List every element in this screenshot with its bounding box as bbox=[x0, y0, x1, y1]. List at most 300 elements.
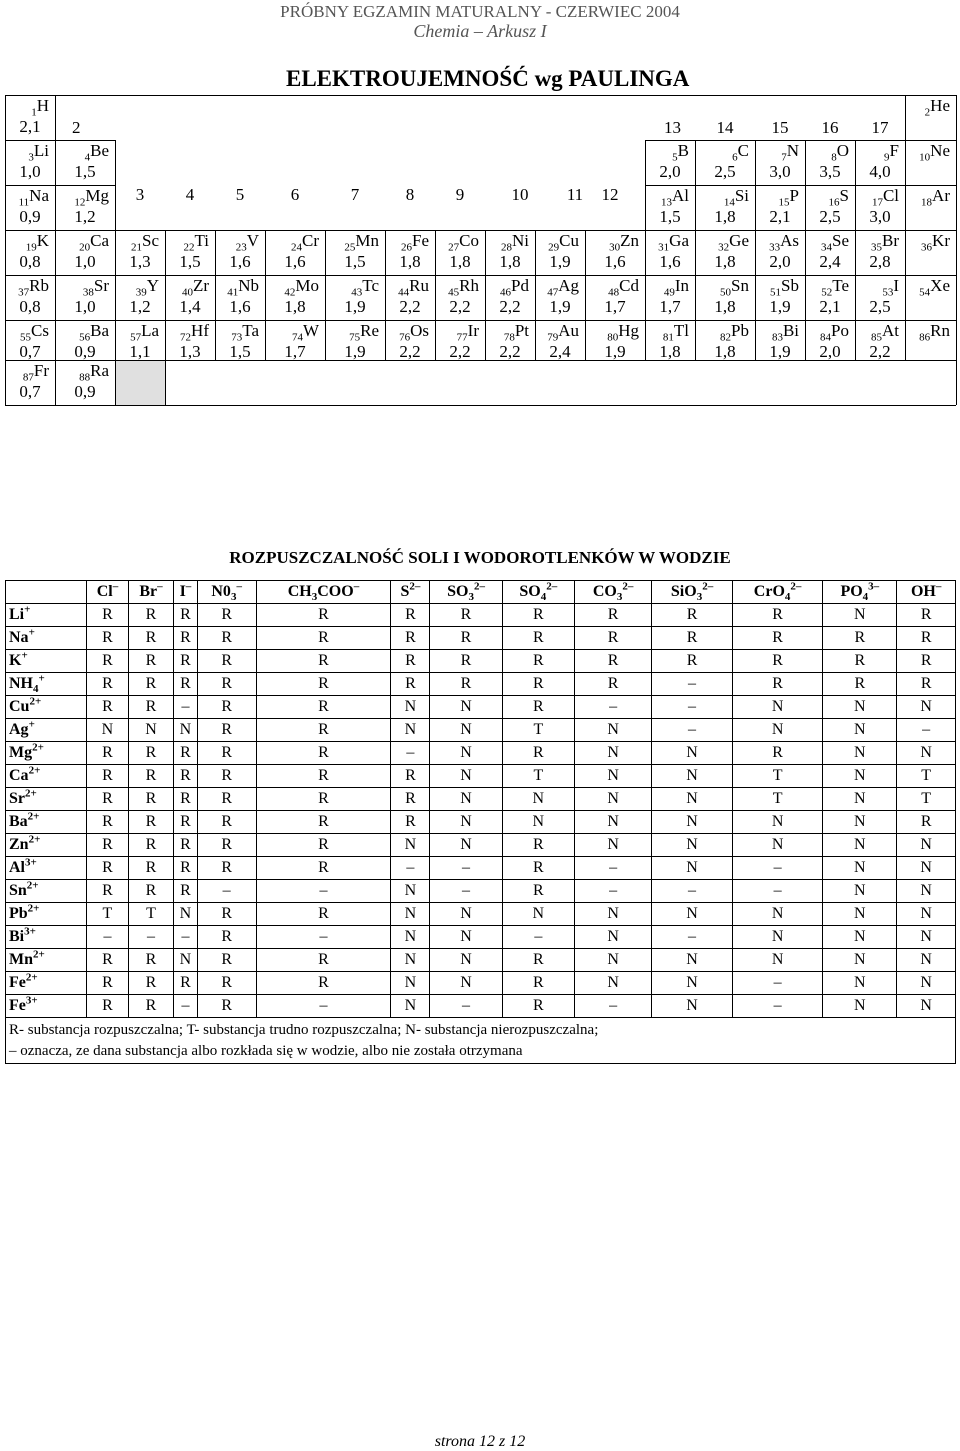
electronegativity-value: 1,2 bbox=[129, 297, 151, 316]
solubility-value: N bbox=[897, 903, 956, 926]
solubility-value: N bbox=[823, 949, 897, 972]
solubility-value: R bbox=[502, 857, 574, 880]
solubility-value: R bbox=[574, 650, 651, 673]
solubility-value: – bbox=[256, 995, 391, 1018]
solubility-value: R bbox=[174, 742, 198, 765]
element-symbol: $_{56}$Ba bbox=[79, 321, 109, 344]
solubility-value: N bbox=[391, 926, 430, 949]
solubility-value: R bbox=[574, 604, 651, 627]
solubility-value: – bbox=[574, 857, 651, 880]
electronegativity-value: 2,2 bbox=[499, 297, 521, 316]
solubility-value: R bbox=[128, 650, 173, 673]
solubility-value: – bbox=[430, 857, 502, 880]
electronegativity-value: 1,4 bbox=[179, 297, 201, 316]
anion-header: CrO$_4^{2-}$ bbox=[732, 581, 822, 604]
table-row bbox=[6, 811, 956, 834]
solubility-value: N bbox=[652, 857, 733, 880]
electronegativity-value: 0,7 bbox=[19, 382, 41, 401]
electronegativity-value: 1,5 bbox=[74, 162, 96, 181]
solubility-value: N bbox=[897, 949, 956, 972]
group-number: 14 bbox=[716, 118, 734, 137]
solubility-value: R bbox=[256, 719, 391, 742]
electronegativity-value: 2,5 bbox=[869, 297, 891, 316]
cation-label: $Mn^{2+}$ bbox=[6, 949, 87, 972]
table-row bbox=[6, 903, 956, 926]
electronegativity-value: 2,2 bbox=[399, 297, 421, 316]
electronegativity-value: 1,1 bbox=[129, 342, 151, 361]
solubility-value: R bbox=[128, 788, 173, 811]
solubility-value: N bbox=[897, 995, 956, 1018]
element-symbol: $_{14}$Si bbox=[723, 186, 749, 209]
element-symbol: $_{83}$Bi bbox=[771, 321, 799, 344]
group-number: 2 bbox=[72, 118, 81, 137]
solubility-value: N bbox=[128, 719, 173, 742]
legend-row bbox=[6, 1018, 956, 1064]
solubility-value: R bbox=[197, 926, 256, 949]
anion-header: Cl– bbox=[87, 581, 129, 604]
solubility-value: R bbox=[87, 673, 129, 696]
element-symbol: $_{49}$In bbox=[663, 276, 689, 299]
cation-label: Li+ bbox=[6, 604, 87, 627]
legend-line-1: R- substancja rozpuszczalna; T- substancja trudno rozpuszczalna; N- substancja nierozpuszczalna; bbox=[9, 1021, 599, 1038]
solubility-value: N bbox=[430, 811, 502, 834]
solubility-value: R bbox=[128, 627, 173, 650]
electronegativity-value: 1,0 bbox=[74, 252, 96, 271]
solubility-value: N bbox=[897, 972, 956, 995]
solubility-value: N bbox=[174, 719, 198, 742]
electronegativity-value: 0,9 bbox=[74, 382, 96, 401]
solubility-value: – bbox=[652, 673, 733, 696]
solubility-value: N bbox=[823, 857, 897, 880]
solubility-value: R bbox=[502, 995, 574, 1018]
electronegativity-value: 1,8 bbox=[284, 297, 306, 316]
cation-label: $Zn^{2+}$ bbox=[6, 834, 87, 857]
solubility-value: N bbox=[502, 903, 574, 926]
electronegativity-value: 1,9 bbox=[549, 297, 571, 316]
solubility-value: R bbox=[430, 627, 502, 650]
table-row bbox=[6, 673, 956, 696]
cation-label: $Cu^{2+}$ bbox=[6, 696, 87, 719]
solubility-value: R bbox=[197, 627, 256, 650]
electronegativity-value: 2,0 bbox=[769, 252, 791, 271]
solubility-value: – bbox=[652, 719, 733, 742]
element-symbol: $_{37}$Rb bbox=[18, 276, 49, 299]
element-symbol: $_{42}$Mo bbox=[284, 276, 319, 299]
group-number: 8 bbox=[405, 185, 415, 204]
solubility-value: R bbox=[897, 604, 956, 627]
electronegativity-value: 1,6 bbox=[229, 297, 251, 316]
electronegativity-value: 1,8 bbox=[714, 252, 736, 271]
electronegativity-value: 1,8 bbox=[659, 342, 681, 361]
solubility-value: R bbox=[197, 719, 256, 742]
electronegativity-value: 1,7 bbox=[284, 342, 306, 361]
solubility-value: R bbox=[732, 673, 822, 696]
anion-header: Br– bbox=[128, 581, 173, 604]
solubility-value: N bbox=[430, 788, 502, 811]
group-number: 6 bbox=[290, 185, 300, 204]
element-symbol: $_{57}$La bbox=[130, 321, 159, 344]
solubility-value: N bbox=[430, 719, 502, 742]
solubility-value: R bbox=[256, 673, 391, 696]
solubility-value: N bbox=[430, 949, 502, 972]
solubility-value: R bbox=[87, 765, 129, 788]
solubility-value: R bbox=[197, 696, 256, 719]
solubility-value: N bbox=[391, 903, 430, 926]
solubility-value: R bbox=[502, 742, 574, 765]
solubility-value: R bbox=[502, 604, 574, 627]
electronegativity-value: 1,5 bbox=[179, 252, 201, 271]
solubility-value: R bbox=[502, 673, 574, 696]
element-symbol: $_1$H bbox=[31, 96, 49, 119]
electronegativity-value: 3,5 bbox=[819, 162, 841, 181]
anion-header: $SO_4^{2-}$ bbox=[502, 581, 574, 604]
electronegativity-value: 1,9 bbox=[769, 297, 791, 316]
table-row bbox=[6, 650, 956, 673]
element-symbol: $_{10}$Ne bbox=[919, 141, 950, 164]
solubility-value: N bbox=[732, 903, 822, 926]
group-number: 11 bbox=[566, 185, 584, 204]
table-row bbox=[6, 788, 956, 811]
solubility-value: R bbox=[897, 673, 956, 696]
solubility-value: R bbox=[174, 650, 198, 673]
solubility-value: R bbox=[897, 627, 956, 650]
electronegativity-value: 1,9 bbox=[549, 252, 571, 271]
element-symbol: $_{18}$Ar bbox=[921, 186, 950, 209]
solubility-value: R bbox=[256, 650, 391, 673]
legend bbox=[6, 1018, 956, 1064]
electronegativity-value: 2,4 bbox=[819, 252, 841, 271]
solubility-value: – bbox=[256, 880, 391, 903]
solubility-value: N bbox=[652, 811, 733, 834]
table-row bbox=[6, 627, 956, 650]
electronegativity-value: 1,9 bbox=[769, 342, 791, 361]
solubility-value: R bbox=[197, 765, 256, 788]
element-symbol: $_{16}$S bbox=[828, 186, 849, 209]
solubility-value: R bbox=[87, 972, 129, 995]
element-symbol: $_5$B bbox=[672, 141, 689, 164]
element-symbol: $_{41}$Nb bbox=[227, 276, 259, 299]
element-symbol: $_{88}$Ra bbox=[79, 361, 109, 384]
element-symbol: $_{50}$Sn bbox=[720, 276, 749, 299]
solubility-value: T bbox=[897, 765, 956, 788]
solubility-value: – bbox=[256, 926, 391, 949]
solubility-value: R bbox=[197, 995, 256, 1018]
solubility-value: R bbox=[197, 903, 256, 926]
element-symbol: $_{84}$Po bbox=[820, 321, 849, 344]
solubility-value: N bbox=[652, 765, 733, 788]
solubility-value: R bbox=[87, 788, 129, 811]
solubility-value: R bbox=[652, 650, 733, 673]
electronegativity-value: 1,8 bbox=[399, 252, 421, 271]
element-symbol: $_{79}$Au bbox=[547, 321, 579, 344]
solubility-value: N bbox=[823, 811, 897, 834]
group-number: 16 bbox=[821, 118, 839, 137]
electronegativity-value: 2,1 bbox=[19, 117, 41, 136]
solubility-value: N bbox=[430, 742, 502, 765]
element-symbol: $_{51}$Sb bbox=[770, 276, 799, 299]
periodic-table-title: ELEKTROUJEMNOŚĆ wg PAULINGA bbox=[286, 66, 690, 91]
solubility-value: R bbox=[502, 972, 574, 995]
element-symbol: $_{35}$Br bbox=[871, 231, 899, 254]
table-row bbox=[6, 949, 956, 972]
electronegativity-value: 2,0 bbox=[819, 342, 841, 361]
element-symbol: $_{30}$Zn bbox=[609, 231, 639, 254]
solubility-value: R bbox=[502, 834, 574, 857]
electronegativity-value: 2,2 bbox=[499, 342, 521, 361]
element-symbol: $_{33}$As bbox=[769, 231, 799, 254]
electronegativity-value: 2,5 bbox=[714, 162, 736, 181]
solubility-value: N bbox=[823, 926, 897, 949]
cation-label: $Fe^{3+}$ bbox=[6, 995, 87, 1018]
solubility-value: R bbox=[823, 673, 897, 696]
table-row bbox=[6, 834, 956, 857]
solubility-value: N bbox=[430, 765, 502, 788]
solubility-value: N bbox=[391, 972, 430, 995]
electronegativity-value: 2,2 bbox=[399, 342, 421, 361]
solubility-value: R bbox=[128, 995, 173, 1018]
electronegativity-value: 1,8 bbox=[714, 207, 736, 226]
electronegativity-value: 1,3 bbox=[179, 342, 201, 361]
solubility-value: – bbox=[197, 880, 256, 903]
element-symbol: $_{39}$Y bbox=[135, 276, 159, 299]
solubility-value: R bbox=[823, 627, 897, 650]
electronegativity-value: 1,9 bbox=[604, 342, 626, 361]
cation-label: Na+ bbox=[6, 627, 87, 650]
solubility-value: R bbox=[197, 811, 256, 834]
element-symbol: $_{47}$Ag bbox=[547, 276, 579, 299]
solubility-value: R bbox=[87, 834, 129, 857]
element-symbol: $_{48}$Cd bbox=[608, 276, 639, 299]
solubility-value: N bbox=[574, 834, 651, 857]
solubility-value: N bbox=[732, 719, 822, 742]
solubility-value: N bbox=[652, 949, 733, 972]
solubility-value: R bbox=[897, 650, 956, 673]
table-row bbox=[6, 972, 956, 995]
solubility-value: R bbox=[174, 765, 198, 788]
electronegativity-value: 0,9 bbox=[74, 342, 96, 361]
electronegativity-value: 1,5 bbox=[659, 207, 681, 226]
anion-header: $CH_3COO^-$ bbox=[256, 581, 391, 604]
solubility-value: N bbox=[823, 604, 897, 627]
legend-line-2: – oznacza, ze dana substancja albo rozkłada się w wodzie, albo nie została otrzymana bbox=[9, 1042, 523, 1059]
element-symbol: $_{23}$V bbox=[235, 231, 259, 254]
solubility-value: R bbox=[197, 972, 256, 995]
solubility-value: R bbox=[256, 972, 391, 995]
exam-header-title: PRÓBNY EGZAMIN MATURALNY - CZERWIEC 2004 bbox=[280, 2, 680, 21]
element-symbol: $_8$O bbox=[831, 141, 849, 164]
element-symbol: $_{43}$Tc bbox=[351, 276, 379, 299]
solubility-value: N bbox=[174, 949, 198, 972]
solubility-value: N bbox=[430, 926, 502, 949]
solubility-value: – bbox=[174, 926, 198, 949]
solubility-value: N bbox=[574, 972, 651, 995]
solubility-value: N bbox=[574, 719, 651, 742]
solubility-value: N bbox=[391, 719, 430, 742]
solubility-value: N bbox=[897, 857, 956, 880]
solubility-value: R bbox=[574, 673, 651, 696]
group-number: 9 bbox=[455, 185, 465, 204]
electronegativity-value: 1,8 bbox=[714, 342, 736, 361]
electronegativity-value: 2,1 bbox=[819, 297, 841, 316]
solubility-value: N bbox=[574, 765, 651, 788]
solubility-value: – bbox=[652, 880, 733, 903]
element-symbol: $_{87}$Fr bbox=[22, 361, 49, 384]
solubility-value: R bbox=[430, 673, 502, 696]
solubility-value: N bbox=[391, 834, 430, 857]
solubility-value: N bbox=[391, 880, 430, 903]
element-symbol: $_6$C bbox=[732, 141, 749, 164]
solubility-value: R bbox=[256, 811, 391, 834]
anion-header: $N0_3^-$ bbox=[197, 581, 256, 604]
element-symbol: $_{29}$Cu bbox=[548, 231, 579, 254]
element-symbol: $_{53}$I bbox=[882, 276, 899, 299]
element-symbol: $_{24}$Cr bbox=[291, 231, 319, 254]
electronegativity-value: 2,8 bbox=[869, 252, 891, 271]
solubility-value: R bbox=[174, 880, 198, 903]
solubility-value: – bbox=[574, 696, 651, 719]
element-symbol: $_{17}$Cl bbox=[871, 186, 899, 209]
solubility-value: R bbox=[128, 673, 173, 696]
table-row bbox=[6, 880, 956, 903]
table-row bbox=[6, 995, 956, 1018]
solubility-value: R bbox=[87, 650, 129, 673]
cation-label: $Pb^{2+}$ bbox=[6, 903, 87, 926]
solubility-value: N bbox=[430, 834, 502, 857]
solubility-value: R bbox=[87, 742, 129, 765]
cation-label: $Mg^{2+}$ bbox=[6, 742, 87, 765]
solubility-value: – bbox=[391, 857, 430, 880]
solubility-value: R bbox=[502, 696, 574, 719]
solubility-value: – bbox=[897, 719, 956, 742]
table-row bbox=[6, 719, 956, 742]
solubility-value: R bbox=[197, 650, 256, 673]
solubility-value: N bbox=[823, 995, 897, 1018]
electronegativity-value: 1,2 bbox=[74, 207, 96, 226]
solubility-value: R bbox=[256, 696, 391, 719]
element-symbol: $_{85}$At bbox=[871, 321, 899, 344]
element-symbol: $_{76}$Os bbox=[399, 321, 429, 344]
electronegativity-value: 1,0 bbox=[19, 162, 41, 181]
element-symbol: $_{34}$Se bbox=[821, 231, 849, 254]
group-number: 13 bbox=[664, 118, 681, 137]
electronegativity-value: 1,6 bbox=[229, 252, 251, 271]
solubility-value: N bbox=[823, 696, 897, 719]
solubility-value: T bbox=[732, 765, 822, 788]
element-symbol: $_{55}$Cs bbox=[20, 321, 49, 344]
electronegativity-value: 2,4 bbox=[549, 342, 571, 361]
solubility-value: N bbox=[574, 949, 651, 972]
element-symbol: $_{86}$Rn bbox=[919, 321, 950, 344]
element-symbol: $_{12}$Mg bbox=[74, 186, 109, 209]
anion-header: $S^{2-}$ bbox=[391, 581, 430, 604]
solubility-value: R bbox=[174, 972, 198, 995]
solubility-value: N bbox=[87, 719, 129, 742]
element-symbol: $_{81}$Tl bbox=[662, 321, 689, 344]
element-symbol: $_{11}$Na bbox=[18, 186, 49, 209]
solubility-value: R bbox=[732, 742, 822, 765]
solubility-value: – bbox=[502, 926, 574, 949]
cation-label: K+ bbox=[6, 650, 87, 673]
solubility-value: T bbox=[502, 765, 574, 788]
solubility-value: N bbox=[574, 926, 651, 949]
cation-label: Ag+ bbox=[6, 719, 87, 742]
solubility-value: R bbox=[128, 604, 173, 627]
solubility-value: R bbox=[256, 604, 391, 627]
solubility-value: R bbox=[197, 857, 256, 880]
element-symbol: $_7$N bbox=[781, 141, 799, 164]
cation-label: $Ba^{2+}$ bbox=[6, 811, 87, 834]
electronegativity-value: 4,0 bbox=[869, 162, 891, 181]
electronegativity-value: 1,6 bbox=[604, 252, 626, 271]
corner-cell bbox=[6, 581, 87, 604]
element-symbol: $_{80}$Hg bbox=[607, 321, 639, 344]
element-symbol: $_{44}$Ru bbox=[398, 276, 429, 299]
solubility-value: – bbox=[574, 995, 651, 1018]
solubility-value: N bbox=[430, 696, 502, 719]
cation-label: $Bi^{3+}$ bbox=[6, 926, 87, 949]
electronegativity-value: 1,9 bbox=[344, 297, 366, 316]
element-symbol: $_{75}$Re bbox=[349, 321, 379, 344]
element-symbol: $_{54}$Xe bbox=[919, 276, 950, 299]
electronegativity-value: 1,5 bbox=[344, 252, 366, 271]
solubility-value: R bbox=[732, 627, 822, 650]
solubility-value: R bbox=[897, 811, 956, 834]
element-symbol: $_{82}$Pb bbox=[720, 321, 749, 344]
element-symbol: $_{22}$Ti bbox=[183, 231, 209, 254]
anion-header: SiO$_3^{2-}$ bbox=[652, 581, 733, 604]
solubility-value: R bbox=[174, 627, 198, 650]
solubility-value: R bbox=[256, 627, 391, 650]
solubility-value: N bbox=[823, 972, 897, 995]
solubility-value: R bbox=[174, 788, 198, 811]
solubility-value: R bbox=[391, 811, 430, 834]
electronegativity-value: 0,8 bbox=[19, 297, 41, 316]
solubility-value: N bbox=[430, 903, 502, 926]
solubility-value: N bbox=[652, 788, 733, 811]
element-symbol: $_{36}$Kr bbox=[921, 231, 950, 254]
solubility-value: R bbox=[256, 834, 391, 857]
solubility-value: R bbox=[128, 765, 173, 788]
solubility-value: N bbox=[574, 788, 651, 811]
solubility-value: R bbox=[391, 604, 430, 627]
electronegativity-value: 1,6 bbox=[284, 252, 306, 271]
group-number: 5 bbox=[235, 185, 245, 204]
electronegativity-value: 0,7 bbox=[19, 342, 41, 361]
electronegativity-value: 1,7 bbox=[659, 297, 681, 316]
solubility-value: R bbox=[652, 627, 733, 650]
solubility-value: N bbox=[823, 765, 897, 788]
solubility-value: N bbox=[823, 834, 897, 857]
solubility-value: – bbox=[732, 995, 822, 1018]
cation-label: $NH_4^+$ bbox=[6, 673, 87, 696]
solubility-value: R bbox=[87, 995, 129, 1018]
element-symbol: $_{19}$K bbox=[25, 231, 49, 254]
electronegativity-value: 1,9 bbox=[344, 342, 366, 361]
solubility-value: N bbox=[574, 742, 651, 765]
solubility-value: T bbox=[87, 903, 129, 926]
table-row bbox=[6, 857, 956, 880]
solubility-value: R bbox=[174, 673, 198, 696]
solubility-value: R bbox=[256, 949, 391, 972]
electronegativity-value: 3,0 bbox=[869, 207, 891, 226]
solubility-table bbox=[5, 580, 956, 1064]
solubility-value: R bbox=[87, 696, 129, 719]
solubility-value: R bbox=[128, 742, 173, 765]
element-symbol: $_{31}$Ga bbox=[658, 231, 689, 254]
solubility-value: N bbox=[652, 742, 733, 765]
element-symbol: $_{13}$Al bbox=[661, 186, 689, 209]
solubility-value: N bbox=[502, 811, 574, 834]
